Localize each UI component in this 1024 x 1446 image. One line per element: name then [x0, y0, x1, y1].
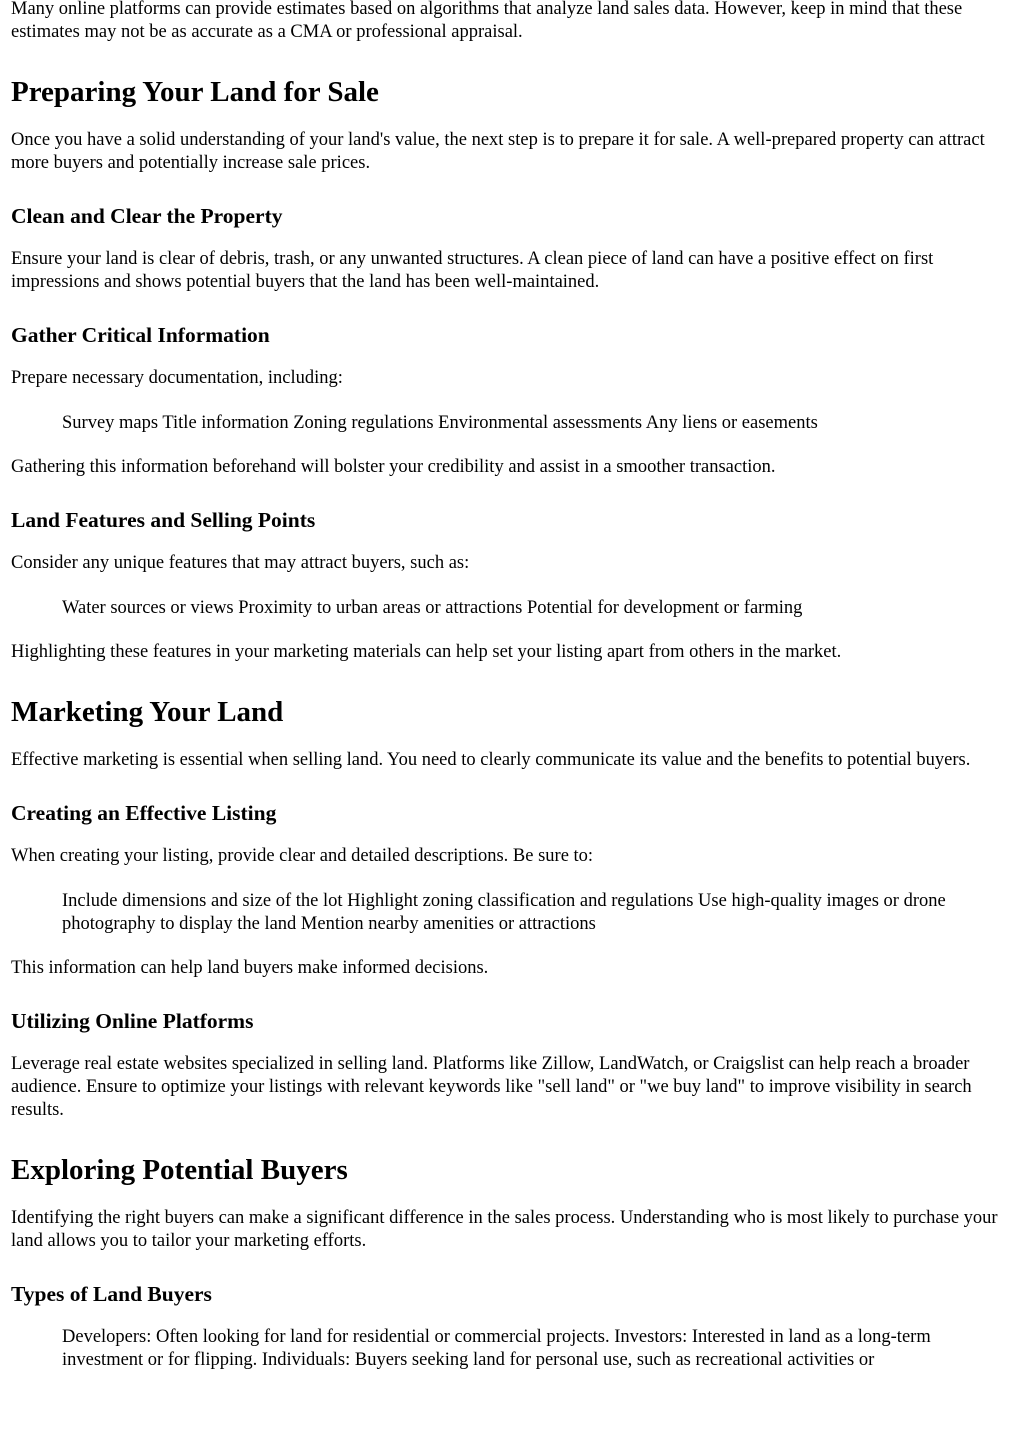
paragraph-land-features: Consider any unique features that may attract buyers, such as: [11, 553, 470, 573]
paragraph-online-platforms: Leverage real estate websites specialized in selling land. Platforms like Zillow, LandWatch, or Craigslist can help reach a broader audience. Ensure to optimize your listings with relevant keywords like "sell land" or "we buy land" to improve visibility in search results. [11, 1054, 972, 1120]
paragraph-potential-buyers: Identifying the right buyers can make a significant difference in the sales process. Understanding who is most likely to purchase your land allows you to tailor your marketing efforts. [11, 1208, 998, 1251]
heading-online-platforms: Utilizing Online Platforms [11, 1009, 254, 1033]
paragraph-gather-summary: Gathering this information beforehand will bolster your credibility and assist in a smoother transaction. [11, 457, 776, 477]
heading-clean-property: Clean and Clear the Property [11, 204, 283, 228]
heading-marketing-land: Marketing Your Land [11, 696, 284, 728]
blockquote-listing-list: Include dimensions and size of the lot Highlight zoning classification and regulations Use high-quality images or drone photography to display the land Mention nearby amenities or attractions [62, 891, 946, 934]
blockquote-buyer-types-list: Developers: Often looking for land for residential or commercial projects. Investors: Interested in land as a long-term investment or for flipping. Individuals: Buyers seeking land for personal use, such as recreational activities or [62, 1327, 931, 1370]
heading-effective-listing: Creating an Effective Listing [11, 801, 277, 825]
heading-land-features: Land Features and Selling Points [11, 508, 316, 532]
intro-paragraph: Many online platforms can provide estimates based on algorithms that analyze land sales data. However, keep in mind that these estimates may not be as accurate as a CMA or professional appraisal. [11, 0, 963, 42]
paragraph-marketing-land: Effective marketing is essential when selling land. You need to clearly communicate its value and the benefits to potential buyers. [11, 750, 971, 770]
heading-buyer-types: Types of Land Buyers [11, 1282, 212, 1306]
heading-gather-information: Gather Critical Information [11, 323, 270, 347]
paragraph-listing-summary: This information can help land buyers make informed decisions. [11, 958, 489, 978]
paragraph-features-summary: Highlighting these features in your marketing materials can help set your listing apart from others in the market. [11, 642, 842, 662]
paragraph-gather-information: Prepare necessary documentation, including: [11, 368, 343, 388]
paragraph-effective-listing: When creating your listing, provide clear and detailed descriptions. Be sure to: [11, 846, 594, 866]
blockquote-documentation-list: Survey maps Title information Zoning regulations Environmental assessments Any liens or easements [62, 413, 818, 433]
paragraph-preparing-land: Once you have a solid understanding of your land's value, the next step is to prepare it for sale. A well-prepared property can attract more buyers and potentially increase sale prices. [11, 130, 985, 173]
heading-preparing-land: Preparing Your Land for Sale [11, 76, 379, 108]
paragraph-clean-property: Ensure your land is clear of debris, trash, or any unwanted structures. A clean piece of land can have a positive effect on first impressions and shows potential buyers that the land has been well-maintained. [11, 249, 934, 292]
blockquote-features-list: Water sources or views Proximity to urban areas or attractions Potential for development or farming [62, 598, 803, 618]
heading-potential-buyers: Exploring Potential Buyers [11, 1154, 348, 1186]
